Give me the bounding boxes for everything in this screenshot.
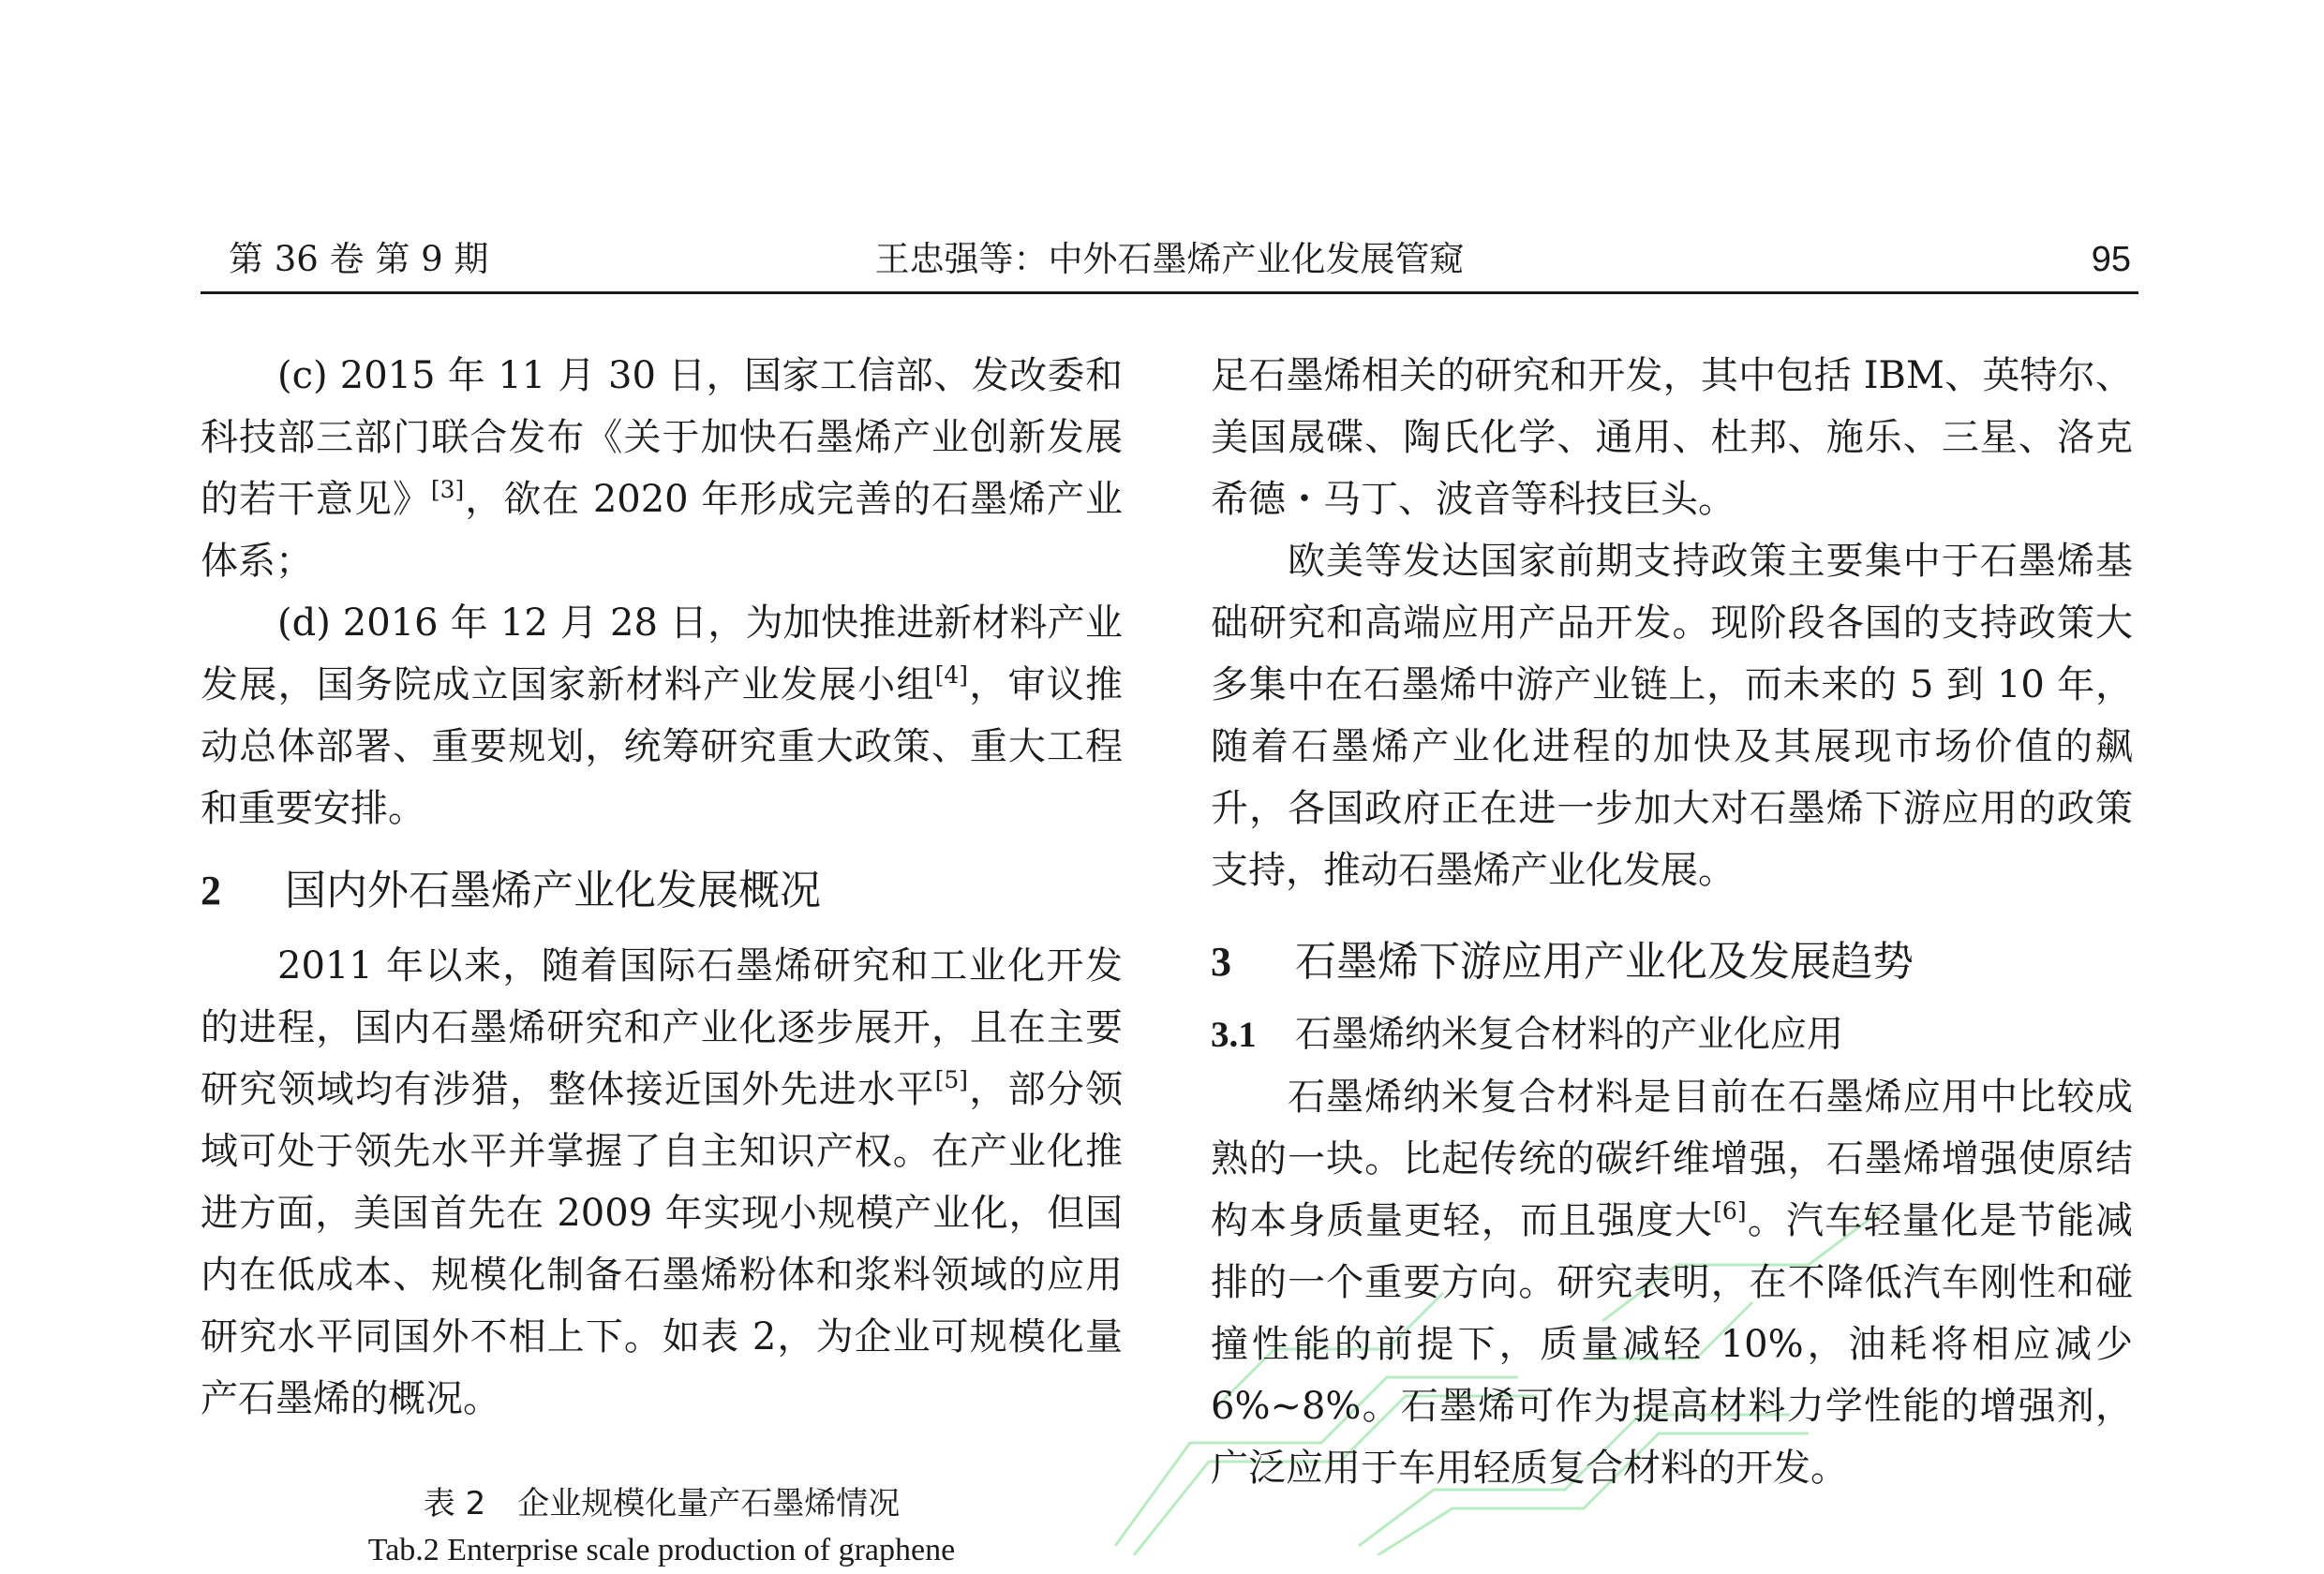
table-caption: 表 2 企业规模化量产石墨烯情况 <box>423 1485 901 1522</box>
page-number: 95 <box>2091 240 2131 279</box>
section-title: 国内外石墨烯产业化发展概况 <box>285 867 821 914</box>
section-title: 石墨烯下游应用产业化及发展趋势 <box>1295 938 1914 986</box>
citation-ref: [4] <box>934 661 969 689</box>
paragraph-2011: 2011 年以来，随着国际石墨烯研究和工业化开发的进程，国内石墨烯研究和产业化逐步展开，且在主要研究领域均有涉猎，整体接近国外先进水平[5]，部分领域可处于领先水平并掌握了自主知识产权。在产业化推进方面，美国首先在 2009 年实现小规模产业化，但国内在低成本、规模化制备石墨烯粉体和浆料领域的应用研究水平同国外不相上下。如表 2，为企业可规模化量产石墨烯的概况。 <box>201 944 1124 1420</box>
paragraph-continued: 足石墨烯相关的研究和开发，其中包括 IBM、英特尔、美国晟碟、陶氏化学、通用、杜邦、施乐、三星、洛克希德・马丁、波音等科技巨头。 <box>1211 354 2133 521</box>
subsection-title: 石墨烯纳米复合材料的产业化应用 <box>1295 1014 1844 1056</box>
citation-ref: [3] <box>430 476 465 503</box>
journal-volume-issue: 第 36 卷 第 9 期 <box>229 239 489 279</box>
section-number: 3 <box>1211 939 1231 985</box>
page-header <box>201 236 2138 292</box>
subsection-number: 3.1 <box>1211 1015 1257 1055</box>
subsection-heading-3-1 <box>1211 1004 2133 1066</box>
section-heading-3 <box>1211 931 2133 993</box>
paragraph-c: (c) 2015 年 11 月 30 日，国家工信部、发改委和科技部三部门联合发布《关于加快石墨烯产业创新发展的若干意见》[3]，欲在 2020 年形成完善的石墨烯产业体系； <box>201 354 1123 583</box>
citation-ref: [6] <box>1713 1197 1747 1225</box>
left-column <box>201 345 1123 1574</box>
right-column <box>1211 345 2133 1499</box>
section-heading-2 <box>201 860 1123 922</box>
section-number: 2 <box>201 868 221 913</box>
paragraph-policy: 欧美等发达国家前期支持政策主要集中于石墨烯基础研究和高端应用产品开发。现阶段各国的支持政策大多集中在石墨烯中游产业链上，而未来的 5 到 10 年，随着石墨烯产业化进程的加快及其展现市场价值的飙升，各国政府正在进一步加大对石墨烯下游应用的政策支持，推动石墨烯产业化发展。 <box>1211 540 2133 892</box>
table-caption-english: Tab.2 Enterprise scale production of graphene <box>367 1533 956 1567</box>
header-rule <box>201 291 2138 294</box>
paragraph-d: (d) 2016 年 12 月 28 日，为加快推进新材料产业发展，国务院成立国家新材料产业发展小组[4]，审议推动总体部署、重要规划，统筹研究重大政策、重大工程和重要安排。 <box>201 601 1124 830</box>
running-title: 王忠强等：中外石墨烯产业化发展管窥 <box>874 239 1465 279</box>
paragraph-nanocomposite: 石墨烯纳米复合材料是目前在石墨烯应用中比较成熟的一块。比起传统的碳纤维增强，石墨烯增强使原结构本身质量更轻，而且强度大[6]。汽车轻量化是节能减排的一个重要方向。研究表明，在不降低汽车刚性和碰撞性能的前提下，质量减轻 10%，油耗将相应减少 6%~8%。石墨烯可作为提高材料力学性能的增强剂，广泛应用于车用轻质复合材料的开发。 <box>1211 1076 2134 1490</box>
citation-ref: [5] <box>934 1066 969 1093</box>
